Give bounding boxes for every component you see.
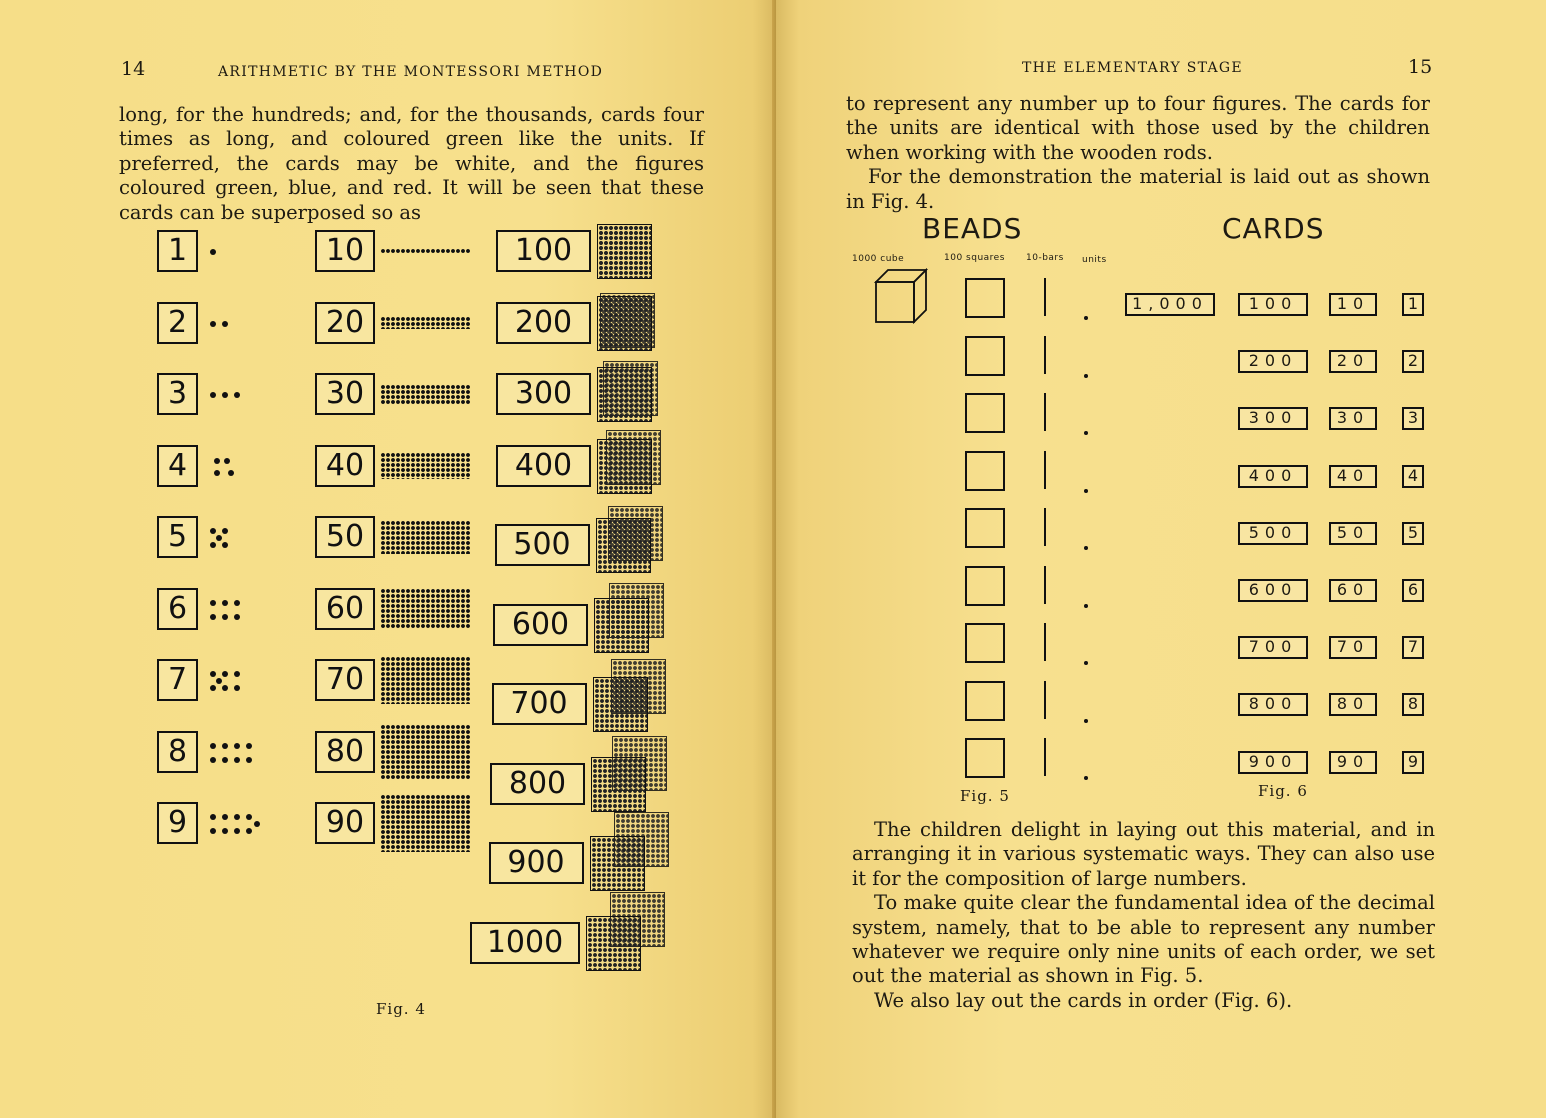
units-small-card: 8	[1402, 693, 1424, 716]
bead-label-squares: 100 squares	[944, 253, 1005, 263]
hundred-square	[597, 439, 652, 494]
hundreds-card: 700	[492, 683, 587, 725]
hundreds-card: 400	[496, 445, 591, 487]
unit-bead	[228, 470, 234, 476]
units-small-card: 5	[1402, 522, 1424, 545]
unit-dot	[1084, 431, 1088, 435]
right-running-head: THE ELEMENTARY STAGE	[1022, 60, 1243, 76]
ten-bar	[1044, 566, 1046, 604]
hundred-square	[593, 677, 648, 732]
right-page-number: 15	[1408, 56, 1433, 78]
tens-card: 70	[315, 659, 375, 701]
unit-bead	[222, 757, 228, 763]
units-card: 5	[157, 516, 198, 558]
unit-bead	[234, 814, 240, 820]
units-card: 9	[157, 802, 198, 844]
thousand-cube-icon	[874, 268, 928, 324]
units-small-card: 4	[1402, 465, 1424, 488]
units-card: 3	[157, 373, 198, 415]
hundreds-card: 800	[490, 763, 585, 805]
unit-bead	[222, 671, 228, 677]
units-small-card: 6	[1402, 579, 1424, 602]
ten-bead-bars	[380, 520, 470, 554]
units-small-card: 2	[1402, 350, 1424, 373]
unit-bead	[216, 535, 222, 541]
hundreds-card: 200	[496, 302, 591, 344]
ten-bead-bars	[380, 656, 470, 704]
tens-card: 50	[315, 516, 375, 558]
ten-bar	[1044, 738, 1046, 776]
hundred-square-outline	[965, 451, 1005, 491]
unit-bead	[214, 458, 220, 464]
hundreds-small-card: 900	[1238, 751, 1308, 774]
hundred-square-outline	[965, 566, 1005, 606]
ten-bead-bars	[380, 724, 470, 779]
hundred-square	[596, 518, 651, 573]
hundreds-small-card: 200	[1238, 350, 1308, 373]
unit-bead	[246, 814, 252, 820]
tens-small-card: 60	[1329, 579, 1377, 602]
unit-dot	[1084, 776, 1088, 780]
ten-bead-bars	[380, 384, 470, 404]
hundred-square	[594, 598, 649, 653]
hundreds-small-card: 800	[1238, 693, 1308, 716]
unit-bead	[210, 671, 216, 677]
hundreds-card: 300	[496, 373, 591, 415]
unit-bead	[234, 671, 240, 677]
unit-bead	[234, 600, 240, 606]
unit-bead	[222, 528, 228, 534]
unit-dot	[1084, 316, 1088, 320]
unit-bead	[210, 542, 216, 548]
hundreds-card: 100	[496, 230, 591, 272]
unit-bead	[234, 757, 240, 763]
unit-bead	[222, 600, 228, 606]
hundred-square	[586, 916, 641, 971]
tens-small-card: 20	[1329, 350, 1377, 373]
hundreds-card: 500	[495, 524, 590, 566]
unit-bead	[210, 528, 216, 534]
unit-bead	[210, 614, 216, 620]
tens-card: 90	[315, 802, 375, 844]
unit-bead	[222, 542, 228, 548]
hundred-square-outline	[965, 738, 1005, 778]
hundred-square-outline	[965, 278, 1005, 318]
unit-bead	[224, 458, 230, 464]
ten-bar	[1044, 508, 1046, 546]
bead-label-bars: 10-bars	[1026, 253, 1064, 263]
tens-card: 30	[315, 373, 375, 415]
unit-bead	[210, 743, 216, 749]
unit-bead	[216, 678, 222, 684]
unit-bead	[246, 828, 252, 834]
ten-bar	[1044, 623, 1046, 661]
unit-bead	[210, 321, 216, 327]
tens-card: 40	[315, 445, 375, 487]
hundred-square-outline	[965, 623, 1005, 663]
hundreds-small-card: 100	[1238, 293, 1308, 316]
unit-bead	[214, 470, 220, 476]
left-running-head: ARITHMETIC BY THE MONTESSORI METHOD	[218, 64, 604, 80]
fig6-caption: Fig. 6	[1258, 782, 1308, 800]
fig4-caption: Fig. 4	[376, 1000, 426, 1018]
unit-bead	[234, 392, 240, 398]
fig5-caption: Fig. 5	[960, 787, 1010, 805]
unit-bead	[210, 828, 216, 834]
tens-card: 80	[315, 731, 375, 773]
units-card: 1	[157, 230, 198, 272]
hundred-square	[597, 296, 652, 351]
tens-small-card: 10	[1329, 293, 1377, 316]
unit-bead	[222, 828, 228, 834]
units-small-card: 3	[1402, 407, 1424, 430]
hundred-square	[591, 757, 646, 812]
units-card: 8	[157, 731, 198, 773]
hundreds-card: 600	[493, 604, 588, 646]
ten-bead-bars	[380, 794, 470, 852]
unit-dot	[1084, 489, 1088, 493]
unit-bead	[222, 392, 228, 398]
unit-bead	[222, 743, 228, 749]
units-card: 6	[157, 588, 198, 630]
hundreds-small-card: 400	[1238, 465, 1308, 488]
right-paragraph-3: The children delight in laying out this material, and in arranging it in various systematic ways. They can also use it for the composition of large numbers.	[852, 818, 1435, 890]
ten-bar	[1044, 393, 1046, 431]
right-paragraph-1: to represent any number up to four figures. The cards for the units are identical with those used by the children when working with the wooden rods.	[846, 92, 1430, 164]
unit-bead	[246, 757, 252, 763]
unit-bead	[234, 685, 240, 691]
tens-small-card: 80	[1329, 693, 1377, 716]
tens-small-card: 30	[1329, 407, 1377, 430]
units-card: 4	[157, 445, 198, 487]
ten-bead-bars	[380, 452, 470, 479]
unit-bead	[246, 743, 252, 749]
unit-bead	[254, 821, 260, 827]
thousand-card: 1,000	[1125, 293, 1215, 316]
unit-bead	[222, 685, 228, 691]
unit-bead	[222, 614, 228, 620]
right-top-text	[846, 92, 1430, 214]
left-paragraph-text: long, for the hundreds; and, for the thousands, cards four times as long, and coloured green like the units. If preferred, the cards may be white, and the figures coloured green, blue, and red. It will be seen that these cards can be superposed so as	[119, 103, 704, 224]
unit-bead	[210, 392, 216, 398]
unit-bead	[210, 757, 216, 763]
hundred-square-outline	[965, 336, 1005, 376]
unit-bead	[234, 828, 240, 834]
tens-card: 20	[315, 302, 375, 344]
beads-heading: BEADS	[922, 212, 1023, 245]
left-page-number: 14	[121, 58, 146, 80]
units-card: 2	[157, 302, 198, 344]
unit-bead	[210, 249, 216, 255]
hundreds-small-card: 600	[1238, 579, 1308, 602]
hundred-square-outline	[965, 681, 1005, 721]
unit-dot	[1084, 719, 1088, 723]
unit-dot	[1084, 374, 1088, 378]
hundred-square-outline	[965, 393, 1005, 433]
hundred-square	[590, 836, 645, 891]
ten-bead-bars	[380, 588, 470, 629]
units-small-card: 9	[1402, 751, 1424, 774]
unit-bead	[234, 743, 240, 749]
tens-small-card: 50	[1329, 522, 1377, 545]
bead-label-units: units	[1082, 255, 1107, 265]
ten-bead-bars	[380, 316, 470, 329]
unit-dot	[1084, 661, 1088, 665]
right-page	[776, 0, 1546, 1118]
hundred-square-outline	[965, 508, 1005, 548]
left-paragraph	[119, 103, 704, 225]
hundred-square	[597, 367, 652, 422]
units-card: 7	[157, 659, 198, 701]
unit-bead	[210, 814, 216, 820]
unit-bead	[222, 814, 228, 820]
right-bottom-text	[852, 818, 1435, 1013]
hundred-square	[597, 224, 652, 279]
tens-small-card: 90	[1329, 751, 1377, 774]
unit-dot	[1084, 546, 1088, 550]
cards-heading: CARDS	[1222, 212, 1325, 245]
hundreds-small-card: 700	[1238, 636, 1308, 659]
unit-bead	[234, 614, 240, 620]
units-small-card: 7	[1402, 636, 1424, 659]
tens-card: 60	[315, 588, 375, 630]
unit-bead	[210, 600, 216, 606]
ten-bar	[1044, 681, 1046, 719]
hundreds-card: 900	[489, 842, 584, 884]
right-paragraph-4: To make quite clear the fundamental idea of the decimal system, namely, that to be able to represent any number whatever we require only nine units of each order, we set out the material as shown in Fig. 5.	[852, 891, 1435, 988]
hundreds-small-card: 500	[1238, 522, 1308, 545]
unit-dot	[1084, 604, 1088, 608]
bead-label-cube: 1000 cube	[852, 254, 905, 264]
ten-bead-bars	[380, 248, 470, 254]
tens-small-card: 70	[1329, 636, 1377, 659]
tens-card: 10	[315, 230, 375, 272]
ten-bar	[1044, 451, 1046, 489]
hundreds-card: 1000	[470, 922, 580, 964]
right-paragraph-5: We also lay out the cards in order (Fig. 6).	[874, 988, 1293, 1012]
hundreds-small-card: 300	[1238, 407, 1308, 430]
units-small-card: 1	[1402, 293, 1424, 316]
right-paragraph-2: For the demonstration the material is laid out as shown in Fig. 4.	[846, 165, 1430, 213]
ten-bar	[1044, 278, 1046, 316]
unit-bead	[222, 321, 228, 327]
ten-bar	[1044, 336, 1046, 374]
unit-bead	[210, 685, 216, 691]
tens-small-card: 40	[1329, 465, 1377, 488]
